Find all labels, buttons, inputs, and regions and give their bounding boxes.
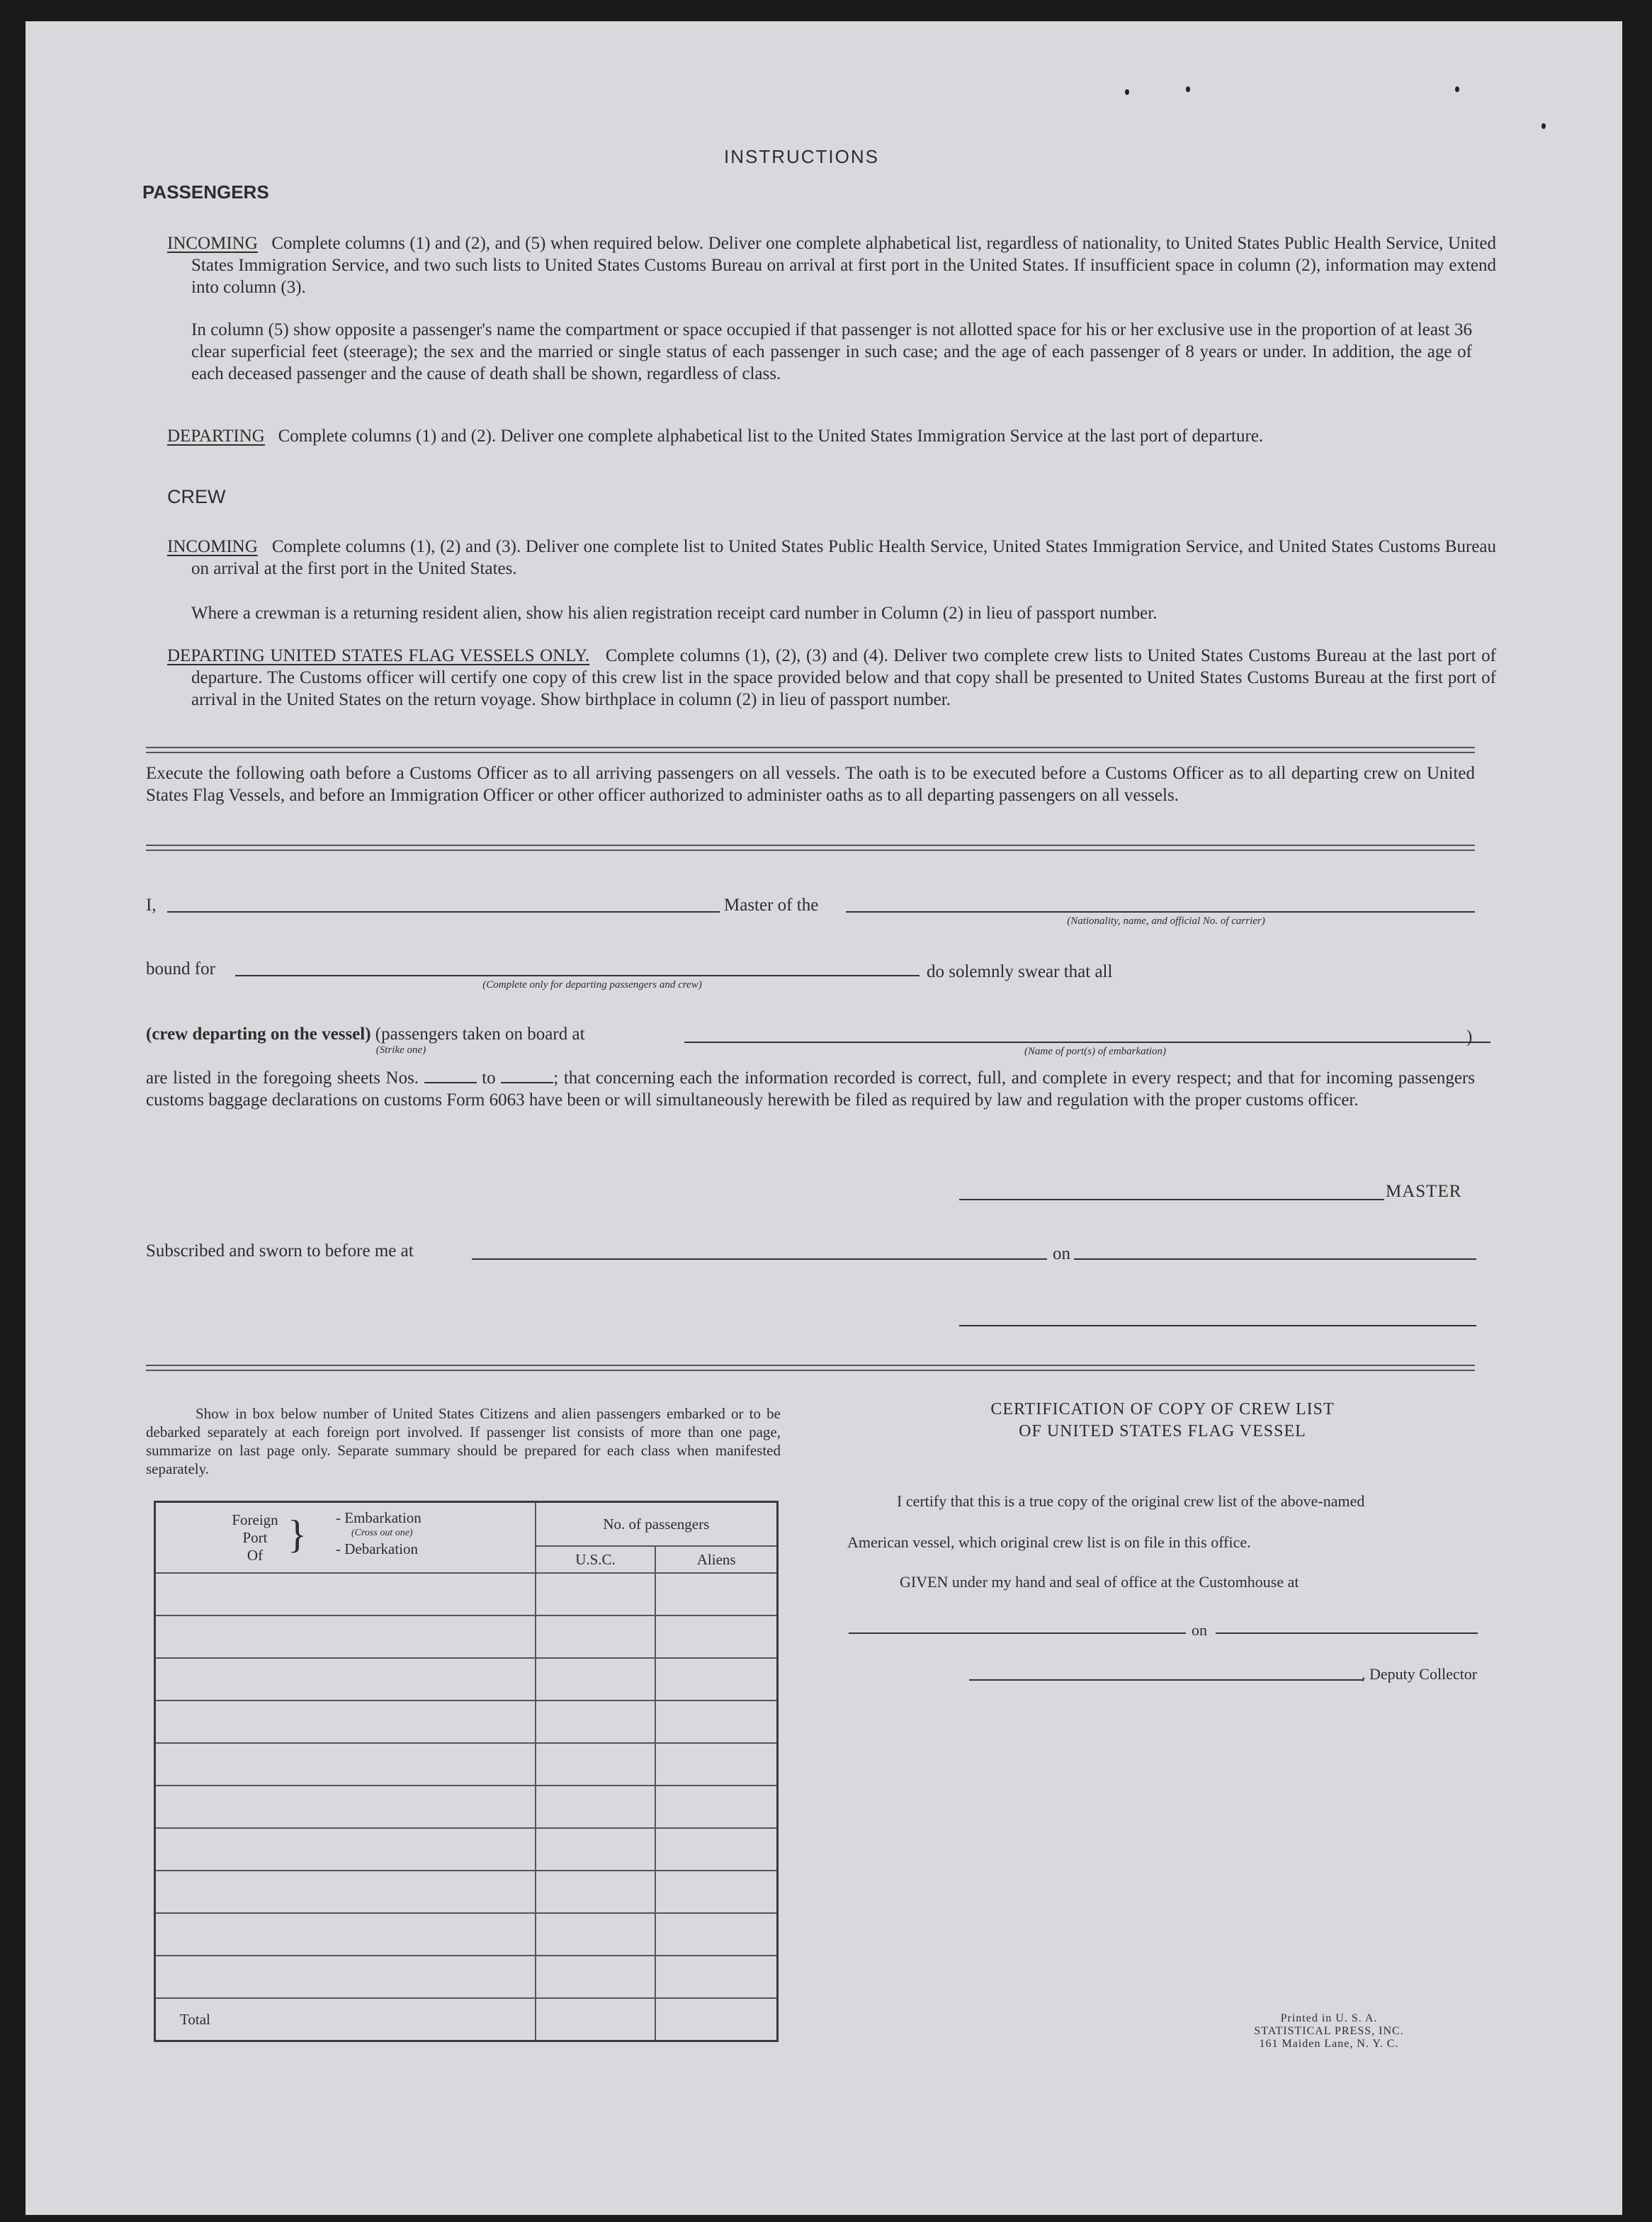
carrier-field[interactable]: [846, 911, 1475, 913]
crew-incoming-text: Complete columns (1), (2) and (3). Deliver one complete list to United States Public Health Service, United States Immigration Service, and United States Customs Bureau on arrival at the first port in the United States.: [191, 537, 1496, 578]
usc-cell[interactable]: [536, 1615, 656, 1658]
usc-cell[interactable]: [536, 1658, 656, 1701]
divider: [146, 1365, 1475, 1371]
incoming-label: INCOMING: [167, 234, 258, 253]
scan-speck: [1541, 123, 1546, 129]
strike-one-caption: (Strike one): [375, 1044, 426, 1056]
passengers-departing-paragraph: [167, 425, 1496, 447]
close-paren: ): [1466, 1027, 1473, 1047]
table-row: [155, 1743, 778, 1786]
table-row: [155, 1786, 778, 1828]
listed-text-b: ; that concerning each the information recorded is correct, full, and complete in every respect; and that for incoming passengers customs baggage declarations on customs Form 6063 have been or will simultaneously herewith be filed as required by law and regulation with the proper customs officer.: [146, 1068, 1475, 1110]
scan-speck: [1455, 86, 1459, 92]
sworn-place-field[interactable]: [472, 1258, 1047, 1260]
printer-line2: STATISTICAL PRESS, INC.: [1254, 2025, 1404, 2037]
port-cell[interactable]: [155, 1913, 536, 1956]
usc-cell[interactable]: [536, 1828, 656, 1871]
master-of-label: Master of the: [724, 896, 819, 915]
usc-cell[interactable]: [536, 1573, 656, 1615]
printer-line3: 161 Maiden Lane, N. Y. C.: [1259, 2038, 1399, 2050]
form-page: [26, 21, 1622, 2215]
cert-date-field[interactable]: [1216, 1632, 1478, 1634]
crew-departing-label: DEPARTING UNITED STATES FLAG VESSELS ONLY.: [167, 646, 590, 665]
aliens-cell[interactable]: [655, 1956, 777, 1998]
crew-departing-option[interactable]: (crew departing on the vessel): [146, 1025, 371, 1044]
cert-on-label: on: [1192, 1621, 1207, 1639]
master-name-field[interactable]: [167, 911, 720, 913]
crew-incoming-label: INCOMING: [167, 537, 258, 556]
strike-choice: [146, 1023, 585, 1045]
usc-cell[interactable]: [536, 1913, 656, 1956]
subscribed-label: Subscribed and sworn to before me at: [146, 1241, 414, 1261]
aliens-cell[interactable]: [655, 1786, 777, 1828]
certification-title: [847, 1399, 1478, 1443]
of-label: Of: [247, 1547, 264, 1564]
divider: [146, 845, 1475, 851]
usc-header: U.S.C.: [536, 1546, 656, 1573]
usc-cell[interactable]: [536, 1701, 656, 1743]
port-cell[interactable]: [155, 1615, 536, 1658]
customhouse-field[interactable]: [849, 1632, 1186, 1634]
table-row: [155, 1956, 778, 1998]
oath-instructions: Execute the following oath before a Customs Officer as to all arriving passengers on all vessels. The oath is to be executed before a Customs Officer as to all departing crew on United States Flag Vessels, and before an Immigration Officer or other officer authorized to administer oaths as to all departing passengers on all vessels.: [146, 764, 1475, 805]
passengers-incoming-text: Complete columns (1) and (2), and (5) when required below. Deliver one complete alphabetical list, regardless of nationality, to United States Public Health Service, United States Immigration Service, and two such lists to United States Customs Bureau on arrival at first port in the United States. If insufficient space in column (2), information may extend into column (3).: [191, 234, 1497, 297]
embarkation-option[interactable]: - Embarkation: [336, 1509, 422, 1526]
port-cell[interactable]: [155, 1828, 536, 1871]
port-label: Port: [242, 1529, 268, 1546]
port-cell[interactable]: [155, 1658, 536, 1701]
listed-text-a: are listed in the foregoing sheets Nos.: [146, 1068, 419, 1088]
master-label: MASTER: [1386, 1182, 1462, 1201]
bound-for-label: bound for: [146, 959, 215, 979]
port-cell[interactable]: [155, 1786, 536, 1828]
table-row: [155, 1913, 778, 1956]
certification-title-line2: OF UNITED STATES FLAG VESSEL: [1019, 1422, 1306, 1440]
scan-speck: [1125, 89, 1129, 95]
passengers-heading: PASSENGERS: [142, 181, 269, 203]
carrier-caption: (Nationality, name, and official No. of carrier): [1067, 915, 1265, 927]
crew-departing-text: Complete columns (1), (2), (3) and (4). Deliver two complete crew lists to United States Customs Bureau at the last port of departure. The Customs officer will certify one copy of this crew list in the space provided below and that copy shall be presented to United States Customs Bureau at the first port of arrival in the United States on the return voyage. Show birthplace in column (2) in lieu of passport number.: [191, 646, 1497, 709]
table-row: [155, 1828, 778, 1871]
port-cell[interactable]: [155, 1701, 536, 1743]
swear-label: do solemnly swear that all: [927, 962, 1113, 981]
cross-out-caption: (Cross out one): [351, 1528, 413, 1538]
usc-cell[interactable]: [536, 1743, 656, 1786]
scan-speck: [1186, 86, 1190, 92]
embark-debark-options: [336, 1510, 422, 1557]
crew-departing-paragraph: [167, 645, 1496, 711]
oath-i-label: I,: [146, 896, 157, 915]
sworn-date-field[interactable]: [1074, 1258, 1476, 1260]
brace-icon: }: [288, 1513, 307, 1557]
table-row: [155, 1658, 778, 1701]
table-row: [155, 1615, 778, 1658]
certify-line2: American vessel, which original crew list is on file in this office.: [847, 1533, 1251, 1551]
usc-cell[interactable]: [536, 1786, 656, 1828]
officer-signature-line[interactable]: [959, 1325, 1476, 1326]
aliens-cell[interactable]: [655, 1871, 777, 1913]
table-row: [155, 1871, 778, 1913]
aliens-cell[interactable]: [655, 1828, 777, 1871]
certify-line1: I certify that this is a true copy of the original crew list of the above-named: [897, 1492, 1365, 1510]
table-row: [155, 1573, 778, 1615]
usc-cell[interactable]: [536, 1956, 656, 1998]
departing-label: DEPARTING: [167, 427, 265, 446]
summary-instructions: Show in box below number of United States Citizens and alien passengers embarked or to be debarked separately at each foreign port involved. If passenger list consists of more than one page, summarize on last page only. Separate summary should be prepared for each class when manifested separately.: [146, 1405, 781, 1477]
embarkation-caption: (Name of port(s) of embarkation): [1024, 1046, 1166, 1057]
page-title: INSTRUCTIONS: [724, 146, 879, 167]
debarkation-option[interactable]: - Debarkation: [336, 1540, 419, 1557]
master-signature-line[interactable]: [959, 1199, 1384, 1200]
total-row: [155, 1998, 778, 2041]
column5-paragraph: In column (5) show opposite a passenger's name the compartment or space occupied if that passenger is not allotted space for his or her exclusive use in the proportion of at least 36 clear superficial feet (steerage); the sex and the married or single status of each passenger in such case; and the age of each passenger of 8 years or under. In addition, the age of each deceased passenger and the cause of death shall be shown, regardless of class.: [191, 320, 1472, 383]
aliens-cell[interactable]: [655, 1573, 777, 1615]
bound-for-caption: (Complete only for departing passengers and crew): [482, 979, 702, 991]
usc-cell[interactable]: [536, 1871, 656, 1913]
aliens-cell[interactable]: [655, 1701, 777, 1743]
passengers-taken-option[interactable]: (passengers taken on board at: [375, 1025, 585, 1044]
crew-incoming-paragraph: [167, 536, 1496, 580]
port-cell[interactable]: [155, 1956, 536, 1998]
printer-imprint: [1244, 2012, 1414, 2051]
port-header-cell: [155, 1502, 536, 1574]
foreign-port-label: [227, 1511, 283, 1564]
embarkation-ports-field[interactable]: [684, 1042, 1490, 1043]
usc-total-cell[interactable]: [536, 1998, 656, 2041]
listed-to-label: to: [482, 1068, 496, 1088]
passenger-summary-table: [154, 1501, 779, 2042]
bound-for-field[interactable]: [235, 975, 920, 976]
sheet-to-field[interactable]: [501, 1071, 553, 1083]
passengers-departing-text: Complete columns (1) and (2). Deliver one complete alphabetical list to the United States Immigration Service at the last port of departure.: [278, 427, 1264, 446]
aliens-total-cell[interactable]: [655, 1998, 777, 2041]
port-cell[interactable]: [155, 1743, 536, 1786]
aliens-cell[interactable]: [655, 1743, 777, 1786]
printer-line1: Printed in U. S. A.: [1280, 2012, 1378, 2024]
foreign-label: Foreign: [232, 1511, 278, 1528]
no-passengers-header: No. of passengers: [536, 1502, 778, 1547]
passengers-incoming-paragraph: [167, 232, 1496, 298]
sworn-on-label: on: [1053, 1244, 1070, 1263]
port-cell[interactable]: [155, 1871, 536, 1913]
total-label: Total: [155, 1998, 536, 2041]
divider: [146, 747, 1475, 753]
crew-heading: CREW: [167, 486, 226, 507]
table-row: [155, 1701, 778, 1743]
sheet-from-field[interactable]: [424, 1071, 477, 1083]
aliens-cell[interactable]: [655, 1615, 777, 1658]
certification-title-line1: CERTIFICATION OF COPY OF CREW LIST: [990, 1400, 1335, 1419]
aliens-cell[interactable]: [655, 1913, 777, 1956]
resident-alien-paragraph: Where a crewman is a returning resident alien, show his alien registration receipt card number in Column (2) in lieu of passport number.: [191, 604, 1158, 623]
aliens-cell[interactable]: [655, 1658, 777, 1701]
deputy-signature-line[interactable]: [969, 1679, 1363, 1681]
port-cell[interactable]: [155, 1573, 536, 1615]
given-line: GIVEN under my hand and seal of office at the Customhouse at: [900, 1573, 1299, 1591]
aliens-header: Aliens: [655, 1546, 777, 1573]
oath-paragraph: [146, 1067, 1475, 1111]
deputy-collector-label: , Deputy Collector: [1362, 1665, 1478, 1683]
